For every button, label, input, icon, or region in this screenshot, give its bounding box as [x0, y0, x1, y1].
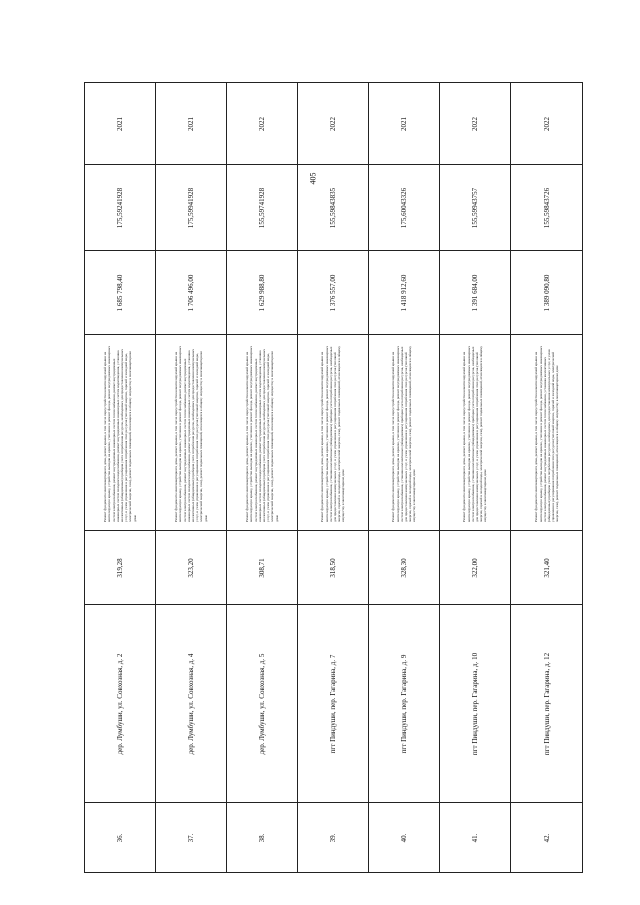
area-cell	[298, 531, 369, 605]
works-description-text: Ремонт фундамента многоквартирного дома, ремонт крыши, в том числе переустройство невентилируемой крыши на вентилируемую крышу, устройство выходов на кровлю, утепление и ремонт фасада, ремонт внутридомовых инженерных систем электроснабжения, установка коллективных (общедомовых) приборов учета потребления ресурсов, необходимых для предоставления коммунальных услуг, и узлов управления и регулирования потребления этих ресурсов (тепловой энергии, горячей и холодной воды, электрической энергии, газа), ремонт подвальных помещений, относящихся к общему имуществу в многоквартирном доме	[462, 345, 488, 522]
row-number	[85, 803, 583, 873]
page-number: 405	[308, 172, 318, 184]
address-text: дер. Лумбуши, ул. Совхозная, д. 2	[116, 653, 124, 754]
year-text: 2022	[329, 116, 337, 131]
address-text: дер. Лумбуши, ул. Совхозная, д. 5	[258, 653, 266, 754]
row-unit-cost	[85, 165, 583, 251]
rotated-content	[116, 187, 124, 227]
row-number-cell	[227, 803, 298, 873]
rotated-content	[471, 274, 479, 311]
year-cell	[85, 83, 156, 165]
rotated-content	[471, 652, 479, 754]
total-cost-text: 1 629 988,80	[258, 274, 266, 311]
rotated-content	[543, 117, 551, 131]
row-area	[85, 531, 583, 605]
rotated-content	[116, 653, 124, 754]
area-text: 319,28	[116, 557, 124, 578]
total-cost-cell	[440, 251, 511, 335]
row-works	[85, 335, 583, 531]
unit-cost-cell	[298, 165, 369, 251]
row-number-text: 39.	[329, 833, 337, 842]
row-address	[85, 605, 583, 803]
rotated-content	[116, 558, 124, 577]
rotated-content	[258, 558, 266, 577]
area-cell	[85, 531, 156, 605]
rotated-content	[543, 833, 551, 842]
total-cost-text: 1 376 557,00	[329, 274, 337, 311]
works-description-cell	[298, 335, 369, 531]
rotated-content	[543, 274, 551, 311]
area-text: 318,50	[329, 557, 337, 578]
rotated-content	[258, 117, 266, 131]
rotated-content	[374, 344, 434, 522]
works-description-cell	[85, 335, 156, 531]
year-cell	[227, 83, 298, 165]
unit-cost-text: 175,59941928	[187, 187, 195, 228]
address-cell	[298, 605, 369, 803]
row-year	[85, 83, 583, 165]
works-description-cell	[440, 335, 511, 531]
rotated-content	[329, 117, 337, 131]
total-cost-text: 1 389 090,80	[542, 274, 551, 311]
works-description-text: Ремонт фундамента многоквартирного дома, ремонт крыши, в том числе переустройство невентилируемой крыши на вентилируемую крышу, устройство выходов на кровлю, утепление и ремонт фасада, ремонт внутридомовых инженерных систем электроснабжения, ремонт внутридомовых инженерных систем теплоснабжения, ремонт внутридомовых инженерных систем холодного водоснабжения, ремонт внутридомовых инженерных систем водоотведения, установка коллективных (общедомовых) приборов учета потребления ресурсов, необходимых для предоставления коммунальных услуг, и узлов управления и регулирования потребления этих ресурсов (тепловой энергии, горячей и холодной воды, электрической энергии, газа), ремонт подвальных помещений, относящихся к общему имуществу в многоквартирном доме	[245, 345, 279, 522]
row-total-cost	[85, 251, 583, 335]
row-number-cell	[298, 803, 369, 873]
rotated-content	[187, 833, 195, 842]
year-cell	[440, 83, 511, 165]
rotated-content	[303, 344, 363, 522]
works-description-cell	[227, 335, 298, 531]
rotated-content	[445, 344, 505, 522]
area-cell	[227, 531, 298, 605]
rotated-content	[258, 274, 266, 311]
rotated-content	[232, 344, 292, 522]
unit-cost-cell	[156, 165, 227, 251]
rotated-content	[329, 187, 337, 227]
rotated-content	[161, 344, 221, 522]
works-description-text: Ремонт фундамента многоквартирного дома, ремонт крыши, в том числе переустройство невентилируемой крыши на вентилируемую крышу, устройство выходов на кровлю, утепление и ремонт фасада, ремонт внутридомовых инженерных систем электроснабжения, ремонт внутридомовых инженерных систем теплоснабжения, ремонт внутридомовых инженерных систем холодного водоснабжения, ремонт внутридомовых инженерных систем водоотведения, установка коллективных (общедомовых) приборов учета потребления ресурсов, необходимых для предоставления коммунальных услуг, и узлов управления и регулирования потребления этих ресурсов (тепловой энергии, горячей и холодной воды, электрической энергии, газа), ремонт подвальных помещений, относящихся к общему имуществу в многоквартирном доме	[174, 345, 208, 522]
rotated-content	[187, 117, 195, 131]
rotated-content	[187, 187, 195, 227]
rotated-content	[329, 558, 337, 577]
works-description-cell	[511, 335, 583, 531]
rotated-content	[116, 274, 124, 311]
total-cost-cell	[227, 251, 298, 335]
rotated-content	[258, 187, 266, 227]
row-number-cell	[369, 803, 440, 873]
unit-cost-text: 155,59843726	[542, 187, 551, 228]
unit-cost-cell	[511, 165, 583, 251]
address-cell	[156, 605, 227, 803]
rotated-content	[400, 654, 408, 753]
address-cell	[227, 605, 298, 803]
unit-cost-text: 155,59943757	[471, 187, 479, 228]
row-number-text: 36.	[116, 833, 124, 842]
total-cost-text: 1 706 496,00	[187, 274, 195, 311]
year-text: 2022	[471, 116, 479, 131]
address-text: пгт Пиндуши, пер. Гагарина, д. 7	[329, 654, 337, 753]
total-cost-cell	[85, 251, 156, 335]
total-cost-text: 1 418 912,60	[400, 274, 408, 311]
year-text: 2021	[400, 116, 408, 131]
rotated-content	[258, 833, 266, 842]
rotated-content	[329, 654, 337, 753]
rotated-content	[517, 344, 577, 522]
rotated-content	[543, 652, 551, 754]
rotated-content	[400, 558, 408, 577]
year-cell	[369, 83, 440, 165]
works-description-text: Ремонт фундамента многоквартирного дома, ремонт крыши, в том числе переустройство невентилируемой крыши на вентилируемую крышу, устройство выходов на кровлю, утепление и ремонт фасада, ремонт внутридомовых инженерных систем электроснабжения, ремонт внутридомовых инженерных систем теплоснабжения, ремонт внутридомовых инженерных систем холодного водоснабжения, ремонт внутридомовых инженерных систем водоотведения, установка коллективных (общедомовых) приборов учета потребления ресурсов, необходимых для предоставления коммунальных услуг, и узлов управления и регулирования потребления этих ресурсов (тепловой энергии, горячей и холодной воды, электрической энергии, газа), ремонт подвальных помещений, относящихся к общему имуществу в многоквартирном доме	[103, 345, 137, 522]
area-text: 308,71	[258, 557, 266, 578]
rotated-content	[329, 274, 337, 311]
address-cell	[511, 605, 583, 803]
address-text: дер. Лумбуши, ул. Совхозная, д. 4	[187, 653, 195, 754]
address-text: пгт Пиндуши, пер. Гагарина, д. 9	[400, 654, 408, 753]
year-cell	[156, 83, 227, 165]
area-text: 321,40	[542, 557, 551, 578]
total-cost-text: 1 391 684,00	[471, 274, 479, 311]
row-number-cell	[85, 803, 156, 873]
area-cell	[440, 531, 511, 605]
unit-cost-cell	[440, 165, 511, 251]
unit-cost-text: 175,59241928	[116, 187, 124, 228]
total-cost-text: 1 685 798,40	[116, 274, 124, 311]
row-number-text: 41.	[471, 833, 479, 842]
rotated-content	[400, 274, 408, 311]
area-cell	[369, 531, 440, 605]
rotated-content	[90, 344, 150, 522]
rotated-content	[187, 558, 195, 577]
rotated-content	[329, 833, 337, 842]
year-text: 2022	[542, 116, 551, 131]
total-cost-cell	[369, 251, 440, 335]
repair-registry-table	[84, 82, 583, 873]
unit-cost-text: 155,59843835	[329, 187, 337, 228]
row-number-text: 42.	[542, 833, 551, 842]
rotated-content	[471, 117, 479, 131]
unit-cost-cell	[369, 165, 440, 251]
row-number-cell	[511, 803, 583, 873]
rotated-content	[471, 558, 479, 577]
address-cell	[440, 605, 511, 803]
area-text: 323,20	[187, 557, 195, 578]
address-text: пгт Пиндуши, пер. Гагарина, д. 12	[542, 652, 551, 755]
rotated-content	[400, 187, 408, 227]
row-number-text: 40.	[400, 833, 408, 842]
total-cost-cell	[298, 251, 369, 335]
works-description-cell	[156, 335, 227, 531]
rotated-content	[543, 558, 551, 577]
rotated-content	[116, 833, 124, 842]
address-cell	[85, 605, 156, 803]
area-cell	[156, 531, 227, 605]
address-text: пгт Пиндуши, пер. Гагарина, д. 10	[471, 652, 479, 755]
total-cost-cell	[511, 251, 583, 335]
works-description-cell	[369, 335, 440, 531]
row-number-text: 37.	[187, 833, 195, 842]
year-text: 2022	[258, 116, 266, 131]
area-text: 322,00	[471, 557, 479, 578]
area-text: 328,30	[400, 557, 408, 578]
rotated-content	[471, 833, 479, 842]
rotated-content	[116, 117, 124, 131]
total-cost-cell	[156, 251, 227, 335]
rotated-content	[400, 117, 408, 131]
rotated-content	[471, 187, 479, 227]
unit-cost-text: 155,59741928	[258, 187, 266, 228]
row-number-cell	[156, 803, 227, 873]
row-number-text: 38.	[258, 833, 266, 842]
unit-cost-cell	[85, 165, 156, 251]
year-text: 2021	[116, 116, 124, 131]
rotated-content	[258, 653, 266, 754]
rotated-content	[400, 833, 408, 842]
row-number-cell	[440, 803, 511, 873]
rotated-content	[187, 274, 195, 311]
rotated-content	[187, 653, 195, 754]
area-cell	[511, 531, 583, 605]
year-cell	[298, 83, 369, 165]
unit-cost-cell	[227, 165, 298, 251]
unit-cost-text: 175,60043326	[400, 187, 408, 228]
works-description-text: Ремонт фундамента многоквартирного дома, ремонт крыши, в том числе переустройство невентилируемой крыши на вентилируемую крышу, устройство выходов на кровлю, утепление и ремонт фасада, ремонт внутридомовых инженерных систем электроснабжения, ремонт внутридомовых инженерных систем теплоснабжения, установка коллективных (общедомовых) приборов учета потребления ресурсов, необходимых для предоставления коммунальных услуг, и узлов управления и регулирования потребления этих ресурсов (тепловой энергии, горячей и холодной воды, электрической энергии, газа), ремонт подвальных помещений, относящихся к общему имуществу в многоквартирном доме	[533, 345, 559, 522]
works-description-text: Ремонт фундамента многоквартирного дома, ремонт крыши, в том числе переустройство невентилируемой крыши на вентилируемую крышу, устройство выходов на кровлю, утепление и ремонт фасада, ремонт внутридомовых инженерных систем электроснабжения, установка коллективных (общедомовых) приборов учета потребления ресурсов, необходимых для предоставления коммунальных услуг, и узлов управления и регулирования потребления этих ресурсов (тепловой энергии, горячей и холодной воды, электрической энергии, газа), ремонт подвальных помещений, относящихся к общему имуществу в многоквартирном доме	[320, 345, 346, 522]
year-text: 2021	[187, 116, 195, 131]
rotated-content	[543, 187, 551, 227]
year-cell	[511, 83, 583, 165]
works-description-text: Ремонт фундамента многоквартирного дома, ремонт крыши, в том числе переустройство невентилируемой крыши на вентилируемую крышу, устройство выходов на кровлю, утепление и ремонт фасада, ремонт внутридомовых инженерных систем электроснабжения, установка коллективных (общедомовых) приборов учета потребления ресурсов, необходимых для предоставления коммунальных услуг, и узлов управления и регулирования потребления этих ресурсов (тепловой энергии, горячей и холодной воды, электрической энергии, газа), ремонт подвальных помещений, относящихся к общему имуществу в многоквартирном доме	[391, 345, 417, 522]
address-cell	[369, 605, 440, 803]
